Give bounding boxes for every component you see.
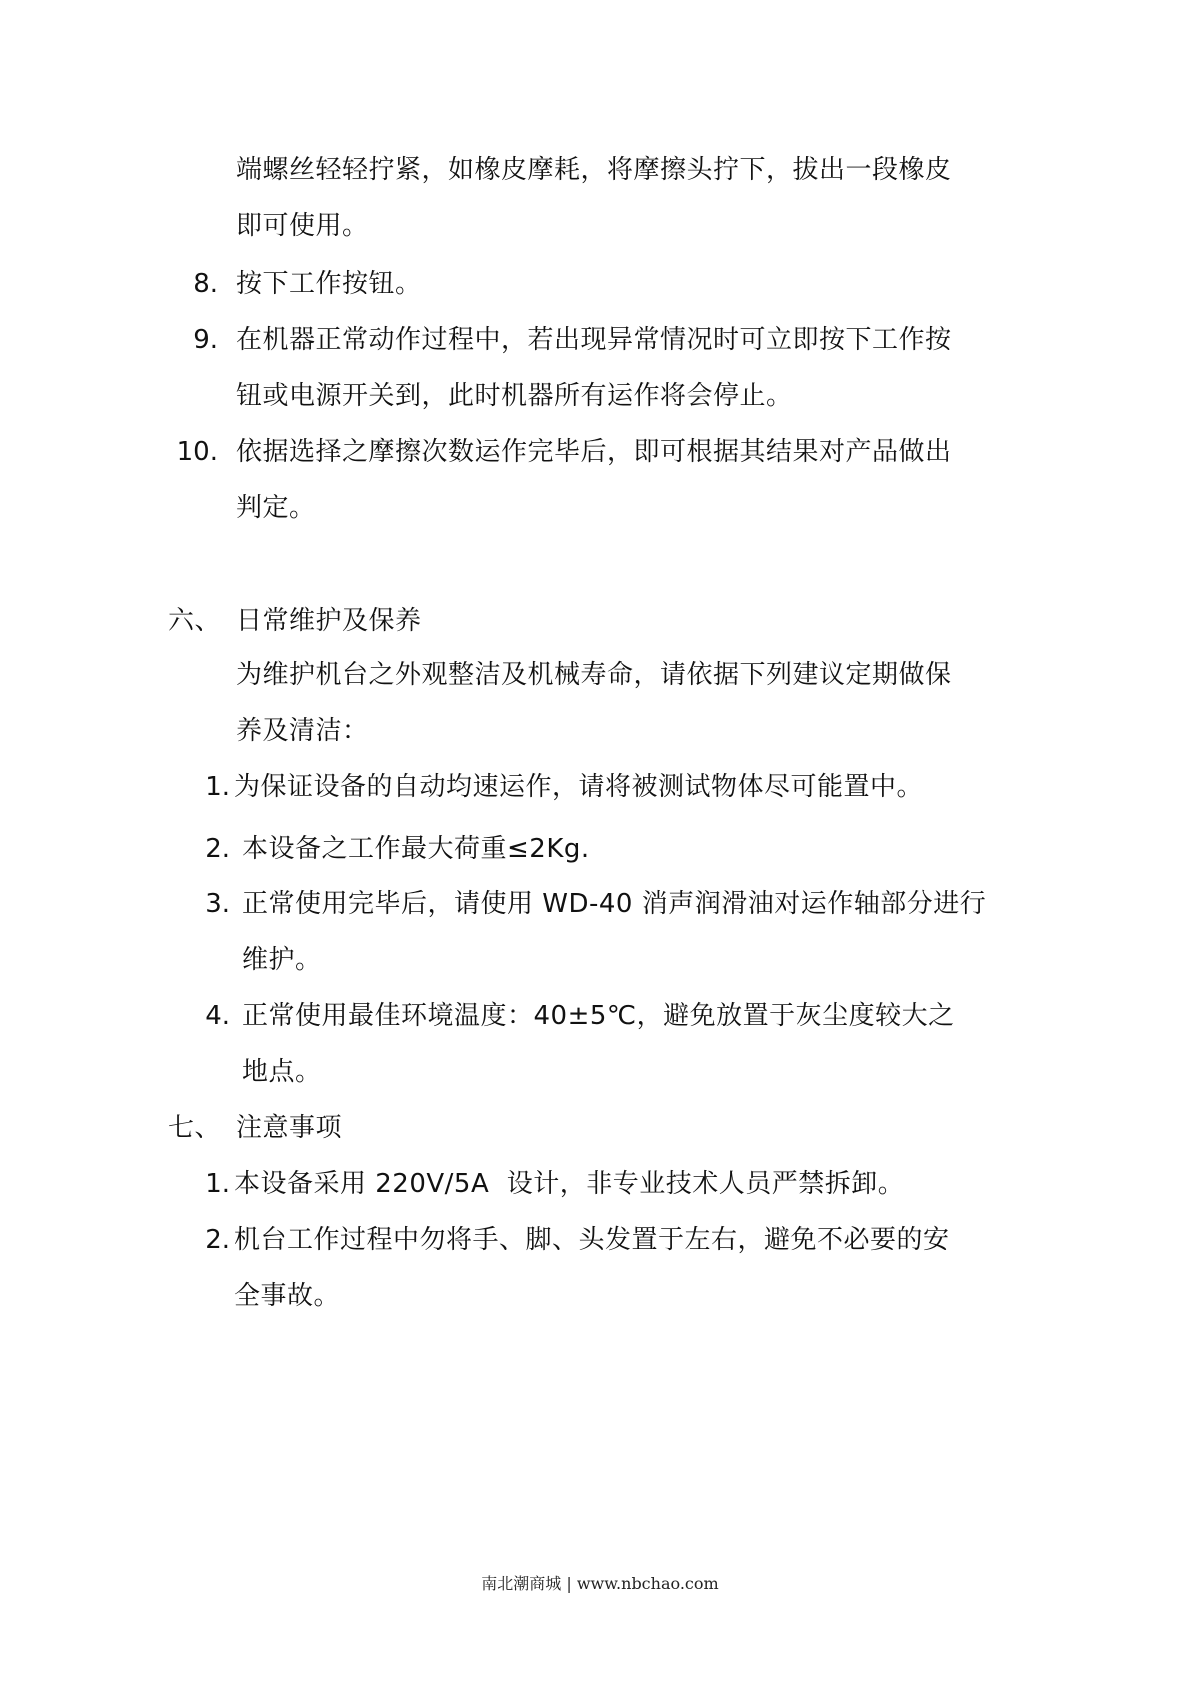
section-7-item-1-number: 1. [205,1169,230,1199]
section-6-item-2-number: 2. [205,834,230,864]
section-7-item-2-line-1: 机台工作过程中勿将手、脚、头发置于左右，避免不必要的安 [234,1225,950,1255]
continuation-line-2: 即可使用。 [236,211,369,241]
continuation-line-1: 端螺丝轻轻拧紧，如橡皮摩耗，将摩擦头拧下，拔出一段橡皮 [236,155,952,185]
section-6-item-3-line-2: 维护。 [242,945,322,975]
section-7-item-1-text: 本设备采用 220V/5A 设计，非专业技术人员严禁拆卸。 [234,1169,905,1199]
step-10-line-1: 依据选择之摩擦次数运作完毕后，即可根据其结果对产品做出 [236,437,952,467]
section-6-item-4-line-2: 地点。 [242,1057,322,1087]
section-6-title: 日常维护及保养 [236,606,422,636]
step-9-number: 9. [193,325,218,355]
step-8-text: 按下工作按钮。 [236,269,422,299]
section-6-item-4-line-1: 正常使用最佳环境温度：40±5℃，避免放置于灰尘度较大之 [242,1001,955,1031]
section-6-intro-line-1: 为维护机台之外观整洁及机械寿命，请依据下列建议定期做保 [236,660,952,690]
section-7-title: 注意事项 [236,1113,343,1143]
section-6-intro-line-2: 养及清洁： [236,716,369,746]
section-6-item-2-text: 本设备之工作最大荷重≤2Kg. [242,834,590,864]
section-6-item-4-number: 4. [205,1001,230,1031]
section-7-number: 七、 [168,1113,222,1143]
step-9-line-1: 在机器正常动作过程中，若出现异常情况时可立即按下工作按 [236,325,952,355]
step-10-number: 10. [176,437,218,467]
section-6-item-3-line-1: 正常使用完毕后，请使用 WD-40 消声润滑油对运作轴部分进行 [242,889,987,919]
section-7-item-2-number: 2. [205,1225,230,1255]
step-8-number: 8. [193,269,218,299]
section-6-item-1-number: 1. [205,772,230,802]
step-9-line-2: 钮或电源开关到，此时机器所有运作将会停止。 [236,381,793,411]
section-6-item-1-text: 为保证设备的自动均速运作，请将被测试物体尽可能置中。 [234,772,924,802]
section-6-number: 六、 [168,606,222,636]
step-10-line-2: 判定。 [236,493,316,523]
footer-watermark: 南北潮商城 | www.nbchao.com [481,1574,719,1593]
section-6-item-3-number: 3. [205,889,230,919]
section-7-item-2-line-2: 全事故。 [234,1281,341,1311]
